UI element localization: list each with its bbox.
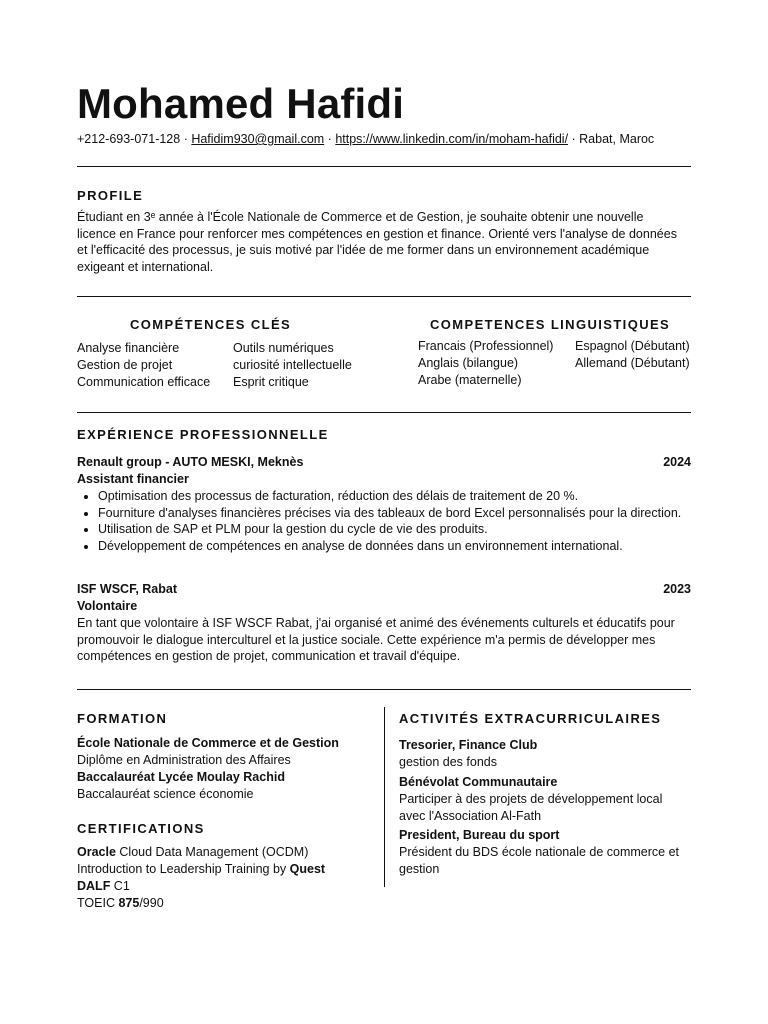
list-item: Esprit critique [233, 375, 309, 389]
list-item: Espagnol (Débutant) [575, 339, 690, 353]
formation-title: FORMATION [77, 711, 168, 726]
langues-col2 [575, 338, 690, 372]
contact-line: +212-693-071-128 · Hafidim930@gmail.com · https://www.linkedin.com/in/moham-hafidi/ · Rabat, Maroc [77, 132, 655, 146]
job-bullets [77, 488, 688, 555]
job-description: En tant que volontaire à ISF WSCF Rabat, j'ai organisé et animé des événements culturels et éducatifs pour promouvoir le dialogue interculturel et la justice sociale. Cette expérience m'a permis de développer mes compétences en gestion de projet, communication et travail d'équipe. [77, 616, 675, 664]
email-link[interactable]: Hafidim930@gmail.com [191, 132, 325, 146]
activity-description: gestion des fonds [399, 755, 497, 769]
formation-list [77, 735, 339, 803]
list-item: DALF C1 [77, 879, 130, 893]
competences-col1 [77, 340, 210, 391]
list-item: Oracle Cloud Data Management (OCDM) [77, 845, 309, 859]
list-item: Gestion de projet [77, 358, 173, 372]
experience-title: EXPÉRIENCE PROFESSIONNELLE [77, 427, 329, 442]
job-year: 2023 [663, 582, 691, 596]
list-item: Introduction to Leadership Training by Quest [77, 862, 326, 876]
job-year: 2024 [663, 455, 691, 469]
activity-title: Bénévolat Communautaire [399, 775, 558, 789]
column-divider [384, 707, 385, 887]
divider [77, 296, 691, 297]
degree: Baccalauréat science économie [77, 787, 254, 801]
divider [77, 689, 691, 690]
list-item: • Fourniture d'analyses financières précises via des tableaux de bord Excel personnalisés pour la direction. [98, 505, 688, 522]
list-item: Arabe (maternelle) [418, 373, 522, 387]
list-item: TOEIC 875/990 [77, 896, 164, 910]
competences-col2 [233, 340, 352, 391]
list-item: Analyse financière [77, 341, 180, 355]
activity-description: Participer à des projets de développement local [399, 792, 663, 806]
list-item: • Développement de compétences en analyse de données dans un environnement international. [98, 538, 688, 555]
activites-list [399, 737, 679, 878]
job-company: Renault group - AUTO MESKI, Meknès [77, 455, 304, 469]
activity-title: Tresorier, Finance Club [399, 738, 538, 752]
job-header [77, 455, 691, 469]
certifications-list [77, 844, 325, 912]
school-name: Baccalauréat Lycée Moulay Rachid [77, 770, 285, 784]
job-role: Volontaire [77, 599, 138, 613]
list-item: Outils numériques [233, 341, 334, 355]
phone: +212-693-071-128 [77, 132, 181, 146]
candidate-name: Mohamed Hafidi [77, 80, 405, 127]
divider [77, 166, 691, 167]
competences-title: COMPÉTENCES CLÉS [130, 317, 292, 332]
activity-description: avec l'Association Al-Fath [399, 809, 542, 823]
job-role: Assistant financier [77, 472, 189, 486]
linkedin-link[interactable]: https://www.linkedin.com/in/moham-hafidi/ [335, 132, 569, 146]
langues-title: COMPETENCES LINGUISTIQUES [430, 317, 671, 332]
list-item: Anglais (bilangue) [418, 356, 519, 370]
langues-col1 [418, 338, 553, 389]
activites-title: ACTIVITÉS EXTRACURRICULAIRES [399, 711, 662, 726]
profile-text: Étudiant en 3ᵉ année à l'École Nationale de Commerce et de Gestion, je souhaite obtenir une nouvelle licence en France pour renforcer mes compétences en gestion et finance. Orienté vers l'analyse de données et l'efficacité des processus, je suis motivé par l'idée de me former dans un environnement académique exigeant et international. [77, 210, 677, 275]
activity-title: President, Bureau du sport [399, 828, 560, 842]
list-item: • Optimisation des processus de facturation, réduction des délais de traitement de 20 %. [98, 488, 688, 505]
certifications-title: CERTIFICATIONS [77, 821, 205, 836]
school-name: École Nationale de Commerce et de Gestion [77, 736, 339, 750]
list-item: • Utilisation de SAP et PLM pour la gestion du cycle de vie des produits. [98, 521, 688, 538]
list-item: Francais (Professionnel) [418, 339, 554, 353]
location: Rabat, Maroc [579, 132, 655, 146]
list-item: Communication efficace [77, 375, 211, 389]
divider [77, 412, 691, 413]
list-item: Allemand (Débutant) [575, 356, 690, 370]
activity-description: Président du BDS école nationale de commerce et [399, 845, 680, 859]
activity-description: gestion [399, 862, 440, 876]
job-company: ISF WSCF, Rabat [77, 582, 178, 596]
degree: Diplôme en Administration des Affaires [77, 753, 291, 767]
profile-title: PROFILE [77, 188, 144, 203]
job-header [77, 582, 691, 596]
list-item: curiosité intellectuelle [233, 358, 352, 372]
